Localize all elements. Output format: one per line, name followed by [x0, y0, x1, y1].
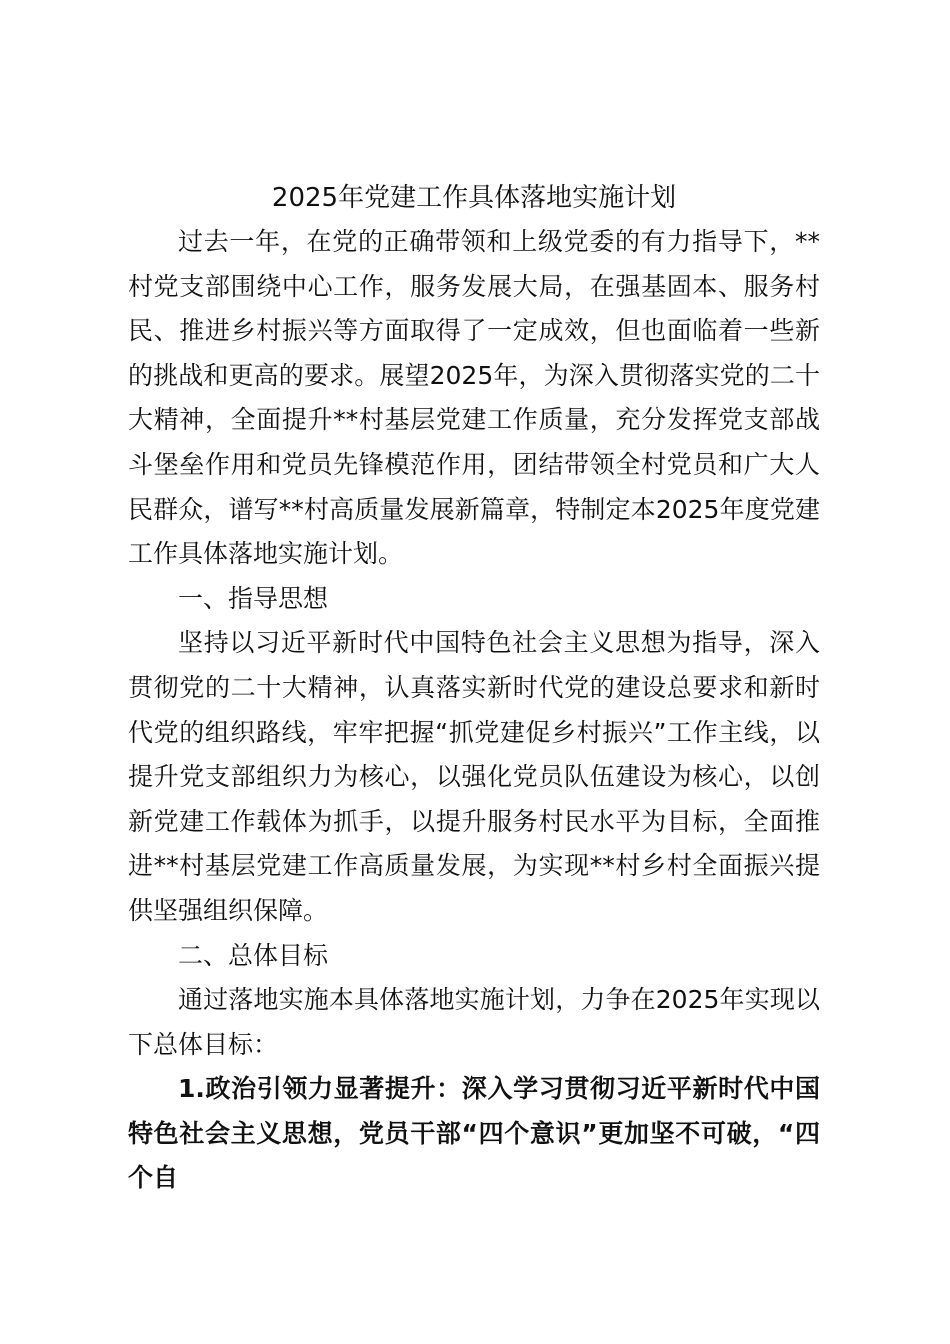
- intro-paragraph: 过去一年，在党的正确带领和上级党委的有力指导下，**村党支部围绕中心工作，服务发展大局，在强基固本、服务村民、推进乡村振兴等方面取得了一定成效，但也面临着一些新的挑战和更高的要求。展望2025年，为深入贯彻落实党的二十大精神，全面提升**村基层党建工作质量，充分发挥党支部战斗堡垒作用和党员先锋模范作用，团结带领全村党员和广大人民群众，谱写**村高质量发展新篇章，特制定本2025年度党建工作具体落地实施计划。: [128, 227, 820, 569]
- section-heading-overall-goals: 二、总体目标: [178, 940, 329, 970]
- document-body: [128, 176, 820, 1201]
- overall-goals-paragraph: 通过落地实施本具体落地实施计划，力争在2025年实现以下总体目标：: [128, 985, 820, 1059]
- guiding-thought-paragraph: 坚持以习近平新时代中国特色社会主义思想为指导，深入贯彻党的二十大精神，认真落实新时代党的建设总要求和新时代党的组织路线，牢牢把握“抓党建促乡村振兴”工作主线，以提升党支部组织力为核心，以强化党员队伍建设为核心，以创新党建工作载体为抓手，以提升服务村民水平为目标，全面推进**村基层党建工作高质量发展，为实现**村乡村全面振兴提供坚强组织保障。: [128, 628, 820, 925]
- section-heading-guiding-thought: 一、指导思想: [178, 583, 329, 613]
- goal-item-1: 1.政治引领力显著提升：深入学习贯彻习近平新时代中国特色社会主义思想，党员干部“四个意识”更加坚不可破，“四个自: [128, 1074, 820, 1193]
- document-title: 2025年党建工作具体落地实施计划: [271, 183, 677, 213]
